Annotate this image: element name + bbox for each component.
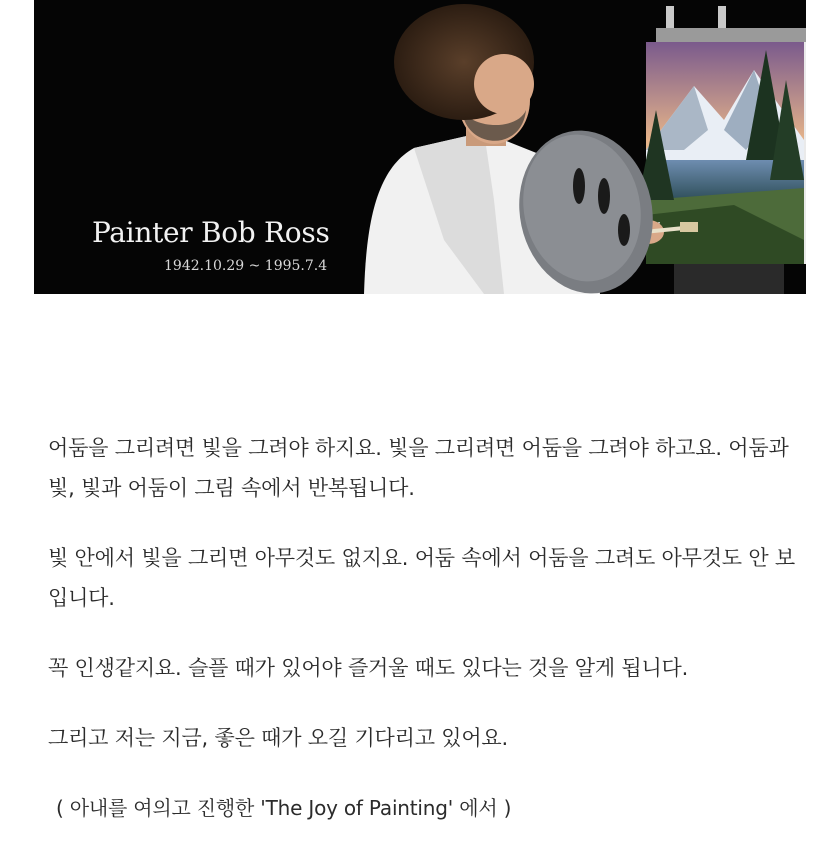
- easel-stand: [674, 260, 784, 294]
- paragraph-2: 빛 안에서 빛을 그리면 아무것도 없지요. 어둠 속에서 어둠을 그려도 아무것도 안 보입니다.: [48, 546, 796, 610]
- paragraph-3: 꼭 인생같지요. 슬플 때가 있어야 즐거울 때도 있다는 것을 알게 됩니다.: [48, 656, 689, 680]
- paragraph-1: 어둠을 그리려면 빛을 그려야 하지요. 빛을 그리려면 어둠을 그려야 하고요. 어둠과 빛, 빛과 어둠이 그림 속에서 반복됩니다.: [48, 436, 789, 500]
- paragraph-4: 그리고 저는 지금, 좋은 때가 오길 기다리고 있어요.: [48, 726, 508, 750]
- article-body: [48, 428, 808, 858]
- source-citation: ( 아내를 여의고 진행한 'The Joy of Painting' 에서 ): [56, 796, 512, 820]
- hero-banner: [34, 0, 806, 294]
- banner-title: Painter Bob Ross: [92, 216, 330, 249]
- easel-top-bar: [656, 28, 806, 42]
- banner-dates: 1942.10.29 ~ 1995.7.4: [164, 258, 328, 274]
- bob-ross-photo-illustration: [34, 0, 806, 294]
